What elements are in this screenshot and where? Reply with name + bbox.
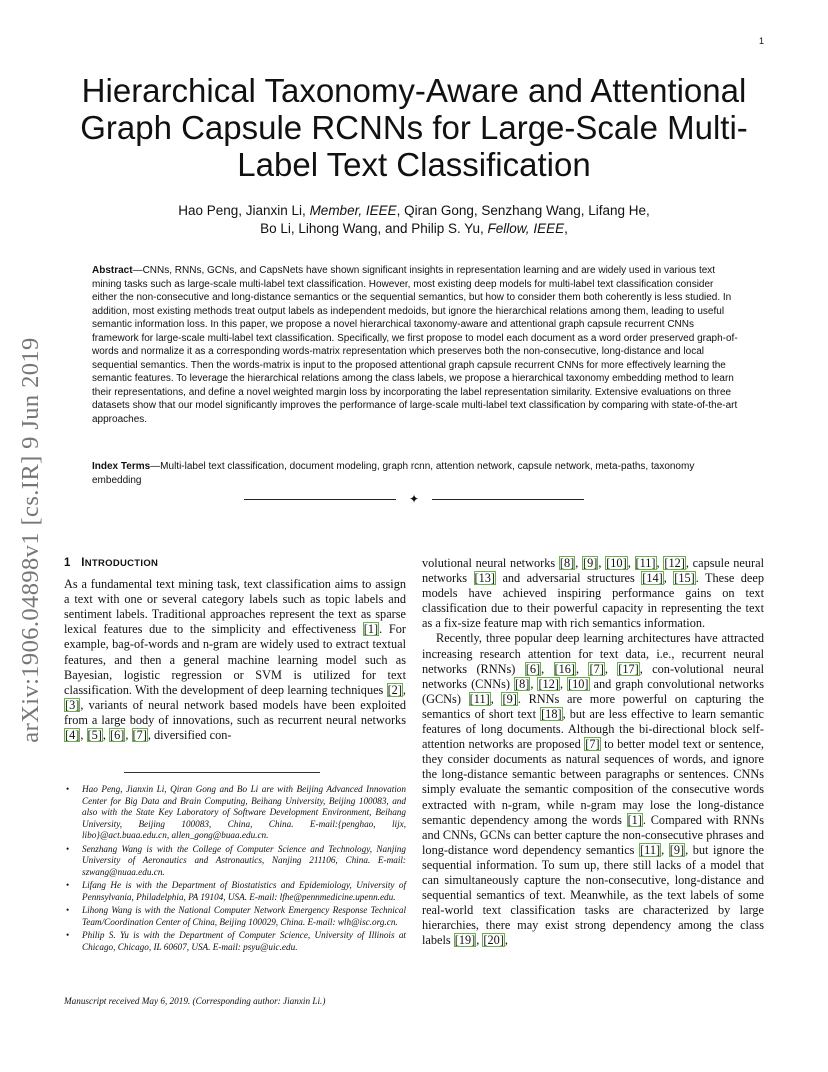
citation-link[interactable]: [12] (538, 676, 559, 691)
abstract-label: Abstract (92, 265, 133, 276)
citation-link[interactable]: [7] (132, 728, 147, 743)
citation-link[interactable]: [11] (469, 691, 490, 706)
citation-link[interactable]: [9] (583, 556, 598, 570)
citation-link[interactable]: [10] (606, 556, 627, 570)
index-terms-text: —Multi-label text classification, document modeling, graph rcnn, attention network, capsule network, meta-paths, taxonomy embedding (92, 461, 695, 486)
citation-link[interactable]: [18] (541, 706, 562, 721)
citation-link[interactable]: [11] (635, 556, 656, 570)
citation-link[interactable]: [11] (640, 842, 661, 857)
index-terms (92, 460, 740, 487)
citation-link[interactable]: [5] (87, 728, 102, 743)
citation-link[interactable]: [8] (559, 556, 575, 570)
citation-link[interactable]: [6] (110, 728, 125, 743)
divider-line-left (244, 499, 396, 500)
intro-paragraph-2: Recently, three popular deep learning architectures have attracted increasing research attention for text data, i.e., recurrent neural networks (RNNs) [6], [16], [7], [17], con-volutional neural networks (CNNs) [8], [12], [10] and graph convolutional networks (GCNs) [11], [9]. RNNs are more powerful on capturing the semantics of short text [18], but are less effective to learn semantic features of long documents. Although the bi-directional block self-attention networks are proposed [7] to better model text or sentence, they consider documents as natural sequences of words, and ignore the long-distance semantic between paragraphs or sentences. CNNs simply evaluate the semantic composition of the consecutive words extracted with n-gram, while n-gram may lose the long-distance semantic dependency among the words [1]. Compared with RNNs and CNNs, GCNs can better capture the non-consecutive phrases and long-distance word dependency semantics [11], [9], but ignore the sequential information. To sum up, there still lacks of a model that can simultaneously capture the non-consecutive, long-distance and sequential semantics of text. Meanwhile, as the text labels of some real-world text classification tasks are characterized by large hierarchies, there may exist strong dependency among the class labels [19], [20], (422, 631, 765, 948)
divider-line-right (432, 499, 584, 500)
abstract (92, 264, 740, 426)
footnote-item: • Lihong Wang is with the National Computer Network Emergency Response Technical Team/Coordination Center of China, Beijing 100029, China. E-mail: wlh@isc.org.cn. (64, 905, 406, 928)
citation-link[interactable]: [20] (483, 933, 504, 948)
footnote-item: • Senzhang Wang is with the College of Computer Science and Technology, Nanjing University of Aeronautics and Astronautics, Nanjing 211106, China. E-mail: szwang@nuaa.edu.cn. (64, 844, 406, 879)
author-list (100, 202, 728, 238)
author-line-1: Hao Peng, Jianxin Li, Member, IEEE, Qiran Gong, Senzhang Wang, Lifang He, (178, 203, 650, 218)
citation-link[interactable]: [19] (454, 933, 476, 948)
index-terms-label: Index Terms (92, 461, 151, 472)
citation-link[interactable]: [4] (65, 728, 80, 743)
citation-link[interactable]: [1] (627, 812, 642, 827)
citation-link[interactable]: [13] (474, 571, 496, 586)
citation-link[interactable]: [10] (568, 676, 589, 691)
citation-link[interactable]: [8] (515, 676, 530, 691)
intro-paragraph-1: As a fundamental text mining task, text classification aims to assign a text with one or several category labels such as topic labels and sentiment labels. Traditional approaches represent the text as sparse lexical features due to the simplicity and effectiveness [1]. For example, bag-of-words and n-gram are widely used to extract textual features, and then a general machine learning model such as Bayesian, logistic regression or SVM is utilized for text classification. With the development of deep learning techniques [2], [3], variants of neural network based models have been exploited from a large body of innovations, such as recurrent neural networks [4], [5], [6], [7], diversified con- (64, 577, 406, 743)
divider-star-icon: ✦ (408, 492, 420, 506)
citation-link[interactable]: [15] (674, 571, 695, 586)
citation-link[interactable]: [17] (618, 661, 639, 676)
citation-link[interactable]: [12] (664, 556, 685, 570)
citation-link[interactable]: [6] (525, 661, 541, 676)
citation-link[interactable]: [7] (589, 661, 604, 676)
citation-link[interactable]: [16] (554, 661, 576, 676)
author-footnotes (64, 784, 406, 955)
page-number: 1 (758, 36, 764, 46)
footnote-rule (124, 772, 320, 773)
citation-link[interactable]: [9] (502, 691, 517, 706)
right-column (422, 556, 764, 948)
manuscript-note: Manuscript received May 6, 2019. (Corresponding author: Jianxin Li.) (64, 996, 326, 1006)
footnote-item: • Hao Peng, Jianxin Li, Qiran Gong and Bo Li are with Beijing Advanced Innovation Center for Big Data and Brain Computing, Beihang University, Beijing 100083, and also with the State Key Laboratory of Software Development Environment, Beihang University, Beijing 100083, China, China. E-mail:{penghao, lijx, libo}@act.buaa.edu.cn, allen_gong@buaa.edu.cn. (64, 784, 406, 842)
arxiv-identifier-stamp: arXiv:1906.04898v1 [cs.IR] 9 Jun 2019 (17, 337, 44, 743)
citation-link[interactable]: [9] (669, 842, 685, 857)
footnote-item: • Philip S. Yu is with the Department of Computer Science, University of Illinois at Chicago, Chicago, IL 60607, USA. E-mail: psyu@uic.edu. (64, 930, 406, 953)
paper-title: Hierarchical Taxonomy-Aware and Attentional Graph Capsule RCNNs for Large-Scale Multi-Label Text Classification (80, 72, 748, 183)
citation-link[interactable]: [7] (585, 737, 600, 752)
intro-paragraph-1-continued: volutional neural networks [8], [9], [10], [11], [12], capsule neural networks [13] and adversarial structures [14], [15]. These deep models have achieved inspiring performance gains on text classification due to their powerful capacity in representing the text as a fix-size feature map with rich semantics information. (422, 556, 764, 631)
footnote-item: • Lifang He is with the Department of Biostatistics and Epidemiology, University of Pennsylvania, Philadelphia, PA 19104, USA. E-mail: lfhe@pennmedicine.upenn.edu. (64, 880, 406, 903)
left-column (64, 556, 406, 743)
section-heading-introduction: 1 INTRODUCTION (64, 557, 159, 569)
citation-link[interactable]: [14] (642, 571, 663, 586)
citation-link[interactable]: [1] (363, 622, 379, 637)
citation-link[interactable]: [2] (387, 682, 402, 697)
citation-link[interactable]: [3] (65, 697, 80, 712)
section-divider (244, 492, 584, 506)
author-line-2: Bo Li, Lihong Wang, and Philip S. Yu, Fellow, IEEE, (260, 221, 568, 236)
abstract-text: —CNNs, RNNs, GCNs, and CapsNets have shown significant insights in representation learning and are widely used in various text mining tasks such as large-scale multi-label text classification. However, most existing deep models for multi-label text classification consider either the non-consecutive and long-distance semantics or the sequential semantics, but how to consider them both coherently is less studied. In addition, most existing methods treat output labels as independent medoids, but ignore the hierarchical relations among them, leading to useful semantic information loss. In this paper, we propose a novel hierarchical taxonomy-aware and attentional graph capsule recurrent CNNs framework for large-scale multi-label text classification. Specifically, we first propose to model each document as a word order preserved graph-of-words and normalize it as a corresponding words-matrix representation which preserves both the non-consecutive, long-distance and local sequential semantics. Then the words-matrix is input to the proposed attentional graph capsule recurrent CNNs for more effectively learning the semantic features. To leverage the hierarchical relations among the class labels, we propose a hierarchical taxonomy embedding method to learn their representations, and define a novel weighted margin loss by incorporating the label representation similarity. Extensive evaluations on three datasets show that our model significantly improves the performance of large-scale multi-label text classification by comparing with state-of-the-art approaches. (92, 265, 738, 425)
